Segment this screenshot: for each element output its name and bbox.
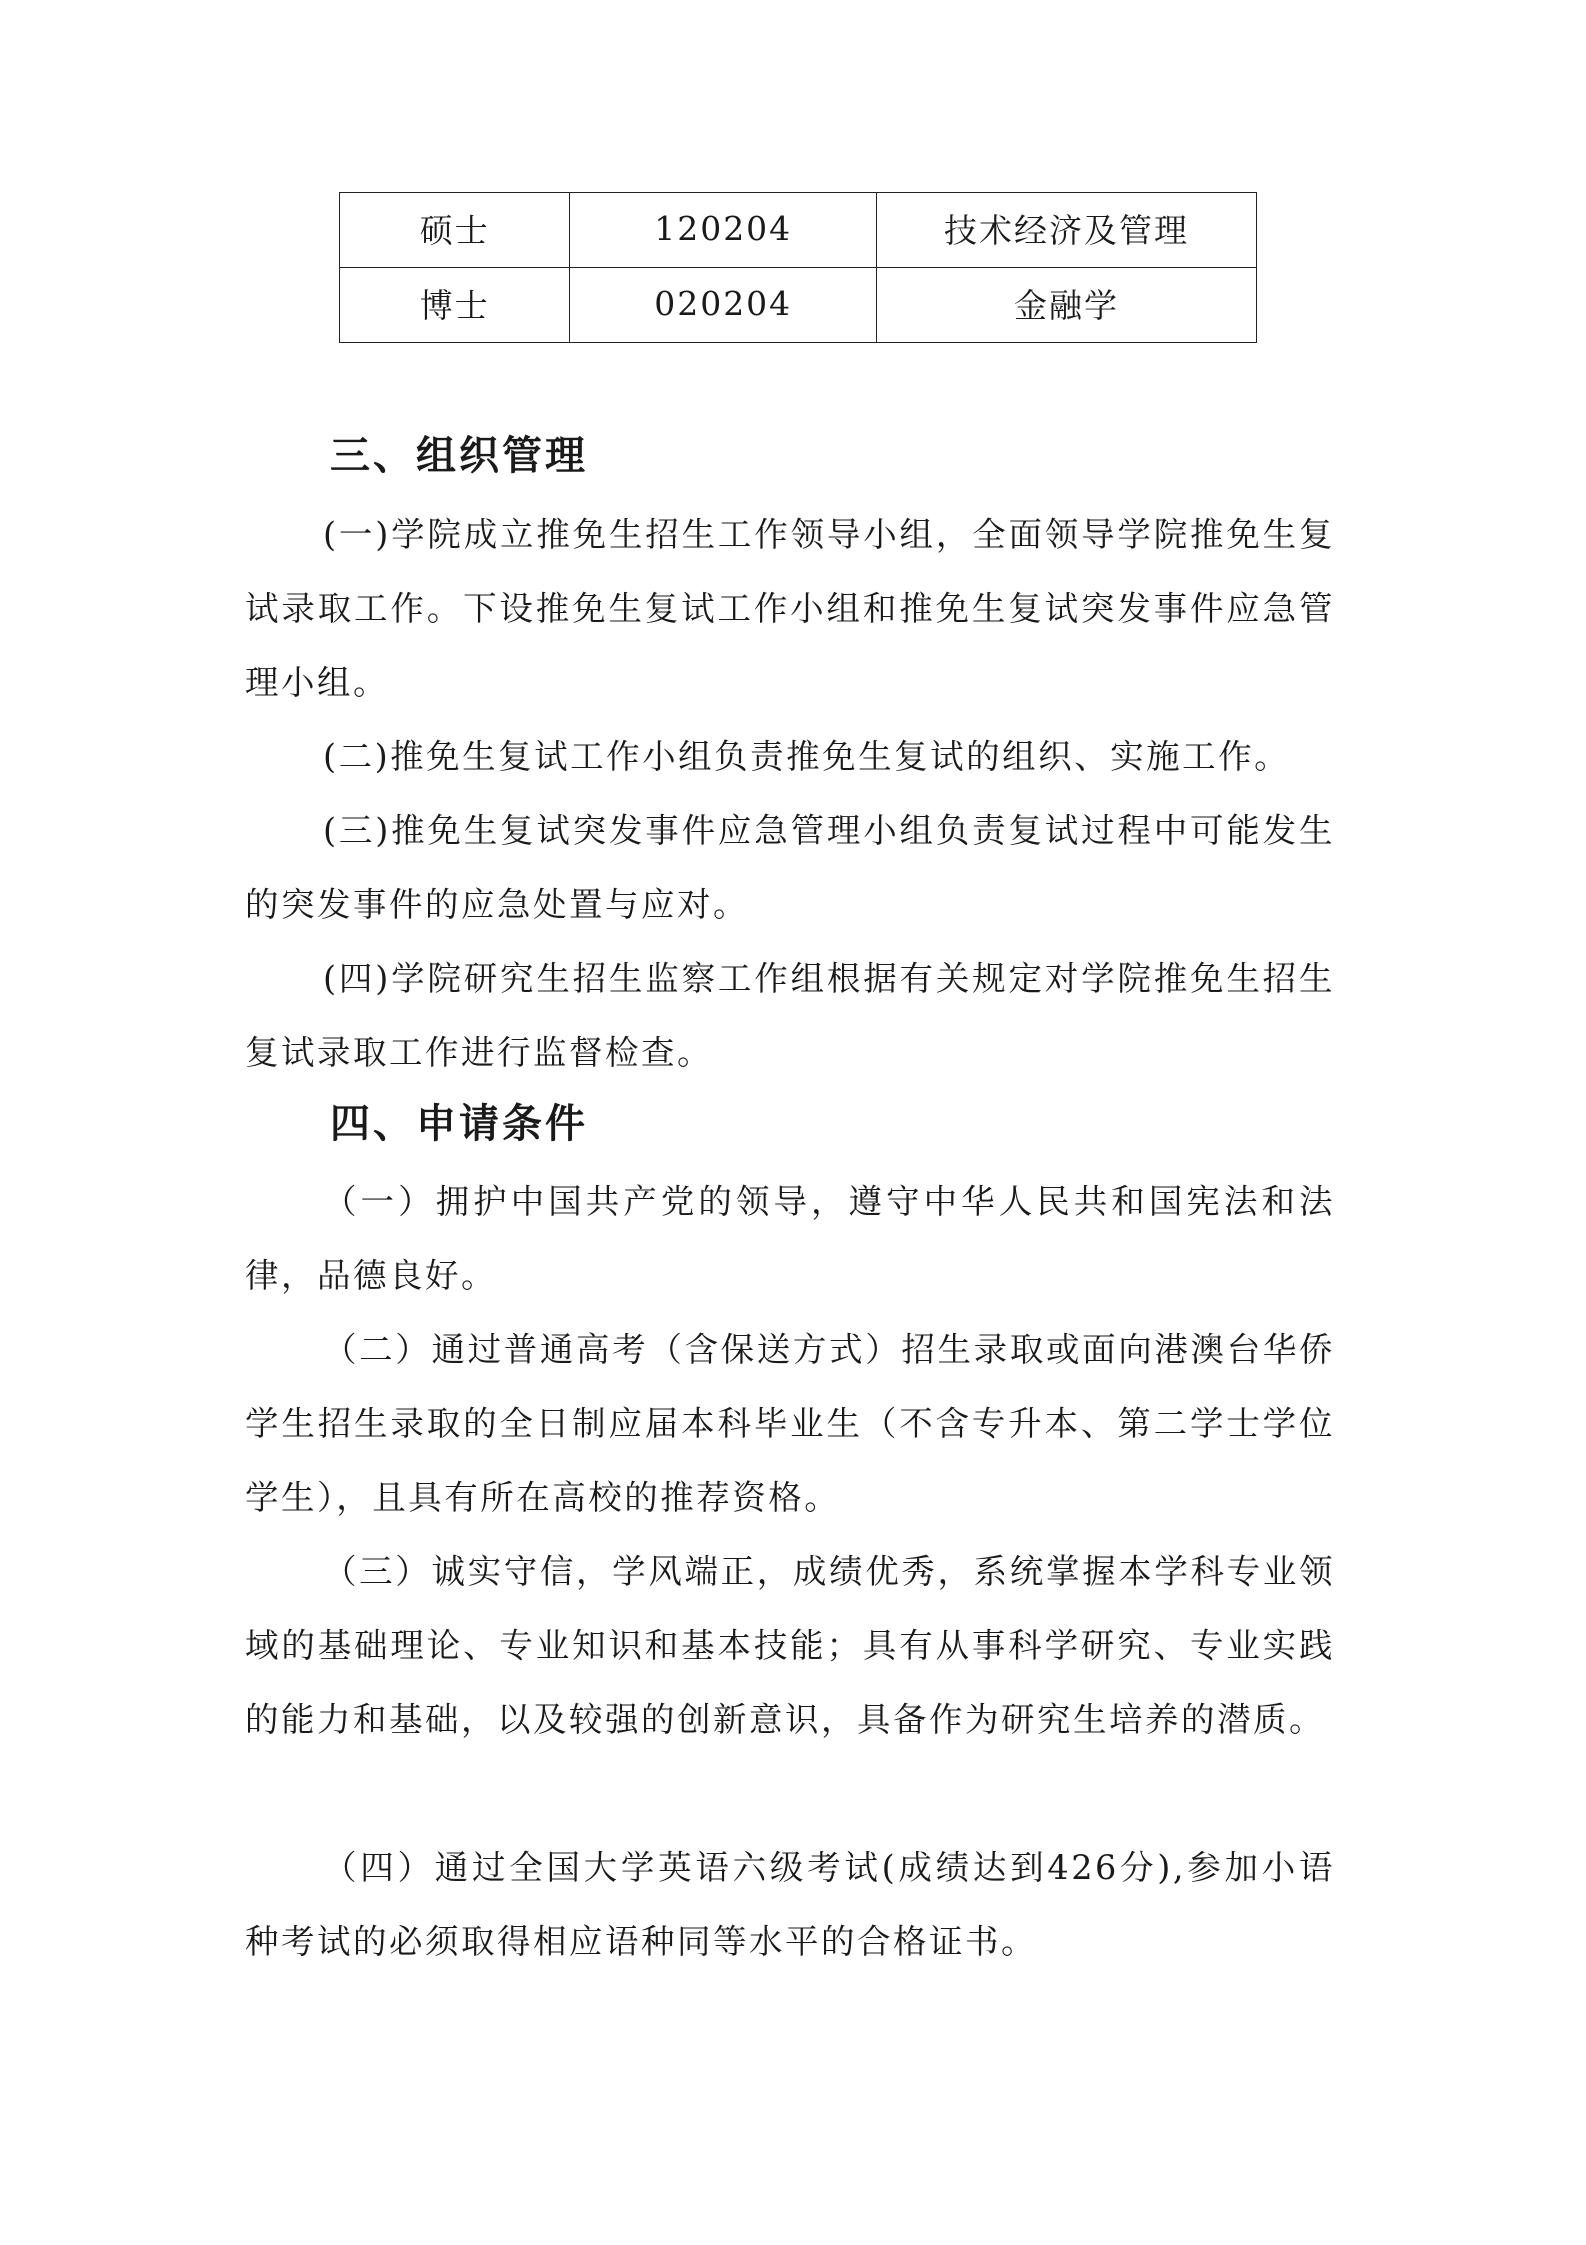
paragraph-conditions-3: （三）诚实守信，学风端正，成绩优秀，系统掌握本学科专业领域的基础理论、专业知识和基本技能；具有从事科学研究、专业实践的能力和基础，以及较强的创新意识，具备作为研究生培养的潜质。 [245, 1552, 1335, 1739]
paragraph-org-3: (三)推免生复试突发事件应急管理小组负责复试过程中可能发生的突发事件的应急处置与应对。 [245, 811, 1335, 924]
section-heading-conditions: 四、申请条件 [330, 1101, 588, 1147]
paragraph-org-4: (四)学院研究生招生监察工作组根据有关规定对学院推免生招生复试录取工作进行监督检查。 [245, 959, 1335, 1072]
degree-cell: 硕士 [340, 193, 570, 268]
degree-major-table [339, 192, 1257, 343]
table-row [340, 193, 1257, 268]
major-code-cell: 120204 [570, 193, 877, 268]
paragraph-conditions-2: （二）通过普通高考（含保送方式）招生录取或面向港澳台华侨学生招生录取的全日制应届本科毕业生（不含专升本、第二学士学位学生），且具有所在高校的推荐资格。 [245, 1330, 1335, 1517]
major-code-cell: 020204 [570, 268, 877, 343]
major-name-cell: 金融学 [876, 268, 1256, 343]
major-name-cell: 技术经济及管理 [876, 193, 1256, 268]
section-heading-organization: 三、组织管理 [330, 433, 588, 479]
paragraph-conditions-1: （一）拥护中国共产党的领导，遵守中华人民共和国宪法和法律，品德良好。 [245, 1182, 1335, 1295]
paragraph-org-1: (一)学院成立推免生招生工作领导小组，全面领导学院推免生复试录取工作。下设推免生复试工作小组和推免生复试突发事件应急管理小组。 [245, 515, 1335, 702]
table-row [340, 268, 1257, 343]
paragraph-org-2: (二)推免生复试工作小组负责推免生复试的组织、实施工作。 [323, 737, 1291, 776]
paragraph-conditions-4: （四）通过全国大学英语六级考试(成绩达到426分),参加小语种考试的必须取得相应语种同等水平的合格证书。 [245, 1848, 1335, 1961]
degree-cell: 博士 [340, 268, 570, 343]
